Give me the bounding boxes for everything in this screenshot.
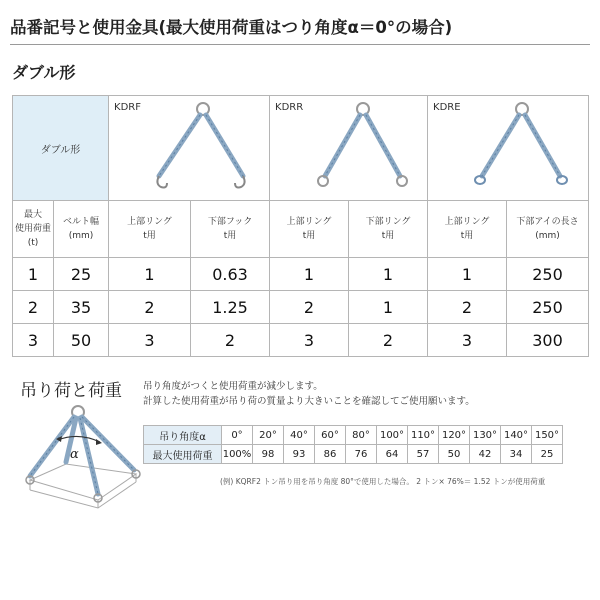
cell-load: 1 [13,258,54,291]
header-text: t用 [302,231,316,241]
load-value: 100% [222,445,253,464]
sling-angle-diagram-icon [8,402,143,510]
load-value: 25 [532,445,563,464]
cell-kdre-upper: 2 [428,291,507,324]
cell-kdrr-upper: 2 [270,291,349,324]
header-load [13,201,54,258]
angle-value: 130° [470,426,501,445]
double-sling-eye-diagram-icon [428,96,589,200]
angle-label: 吊り角度α [144,426,222,445]
load-label: 最大使用荷重 [144,445,222,464]
header-text: 使用荷重 [14,224,51,234]
load-row [144,445,563,464]
angle-load-table [143,425,563,464]
header-text: 下部リング [365,217,411,227]
product-cell-kdre [428,96,589,201]
header-belt-width [54,201,109,258]
table-row [13,291,589,324]
load-value: 57 [408,445,439,464]
header-kdre-eye-length [507,201,589,258]
product-cell-kdrf [109,96,270,201]
load-value: 86 [315,445,346,464]
load-value: 34 [501,445,532,464]
header-text: (mm) [68,231,94,241]
header-text: t用 [381,231,395,241]
angle-value: 20° [253,426,284,445]
cell-belt: 50 [54,324,109,357]
double-sling-ring-diagram-icon [270,96,428,200]
alpha-symbol: α [70,447,79,462]
row-label: ダブル形 [40,144,81,156]
angle-value: 80° [346,426,377,445]
load-value: 93 [284,445,315,464]
header-kdrf-lower-hook [191,201,270,258]
header-text: t用 [223,231,237,241]
cell-kdrr-lower: 1 [349,291,428,324]
cell-belt: 25 [54,258,109,291]
load-value: 50 [439,445,470,464]
double-sling-hook-diagram-icon [109,96,270,200]
load-value: 76 [346,445,377,464]
header-text: 下部アイの長さ [516,217,579,227]
cell-kdre-eye: 250 [507,291,589,324]
table-row [13,324,589,357]
note-line-1: 吊り角度がつくと使用荷重が減少します。 [143,381,323,392]
angle-value: 120° [439,426,470,445]
header-text: 最大 [23,210,42,220]
load-value: 42 [470,445,501,464]
cell-kdre-upper: 1 [428,258,507,291]
cell-kdrf-lower: 0.63 [191,258,270,291]
cell-kdrr-lower: 1 [349,258,428,291]
page-title: 品番記号と使用金具(最大使用荷重はつり角度α＝0°の場合) [10,18,453,37]
cell-kdrf-upper: 2 [109,291,191,324]
header-kdrr-lower-ring [349,201,428,258]
angle-value: 150° [532,426,563,445]
product-code: KDRF [114,102,141,113]
cell-kdre-eye: 250 [507,258,589,291]
cell-load: 3 [13,324,54,357]
angle-value: 110° [408,426,439,445]
note-line-2: 計算した使用荷重が吊り荷の質量より大きいことを確認してご使用願います。 [143,396,475,407]
cell-kdrr-upper: 1 [270,258,349,291]
cell-kdrr-lower: 2 [349,324,428,357]
row-label-cell [13,96,109,201]
header-text: 上部リング [286,217,332,227]
cell-kdrf-lower: 1.25 [191,291,270,324]
header-kdre-upper-ring [428,201,507,258]
header-text: ベルト幅 [63,217,100,227]
angle-value: 140° [501,426,532,445]
title-divider [10,44,590,45]
product-code: KDRR [275,102,304,113]
cell-kdrr-upper: 3 [270,324,349,357]
header-text: 上部リング [127,217,172,227]
section-subtitle: ダブル形 [12,63,76,82]
header-text: 上部リング [444,217,490,227]
header-text: t用 [460,231,474,241]
example-note: (例) KQRF2 トン吊り用を吊り角度 80°で使用した場合。 2 トン× 76%＝ 1.52 トンが使用荷重 [220,477,546,486]
load-value: 64 [377,445,408,464]
angle-value: 100° [377,426,408,445]
angle-row [144,426,563,445]
header-text: (mm) [535,231,560,241]
cell-belt: 35 [54,291,109,324]
spec-table [12,95,589,357]
header-text: t用 [143,231,156,241]
angle-value: 60° [315,426,346,445]
angle-value: 40° [284,426,315,445]
angle-value: 0° [222,426,253,445]
header-text: (t) [27,238,39,248]
cell-kdre-upper: 3 [428,324,507,357]
header-text: 下部フック [207,217,253,227]
load-section-heading: 吊り荷と荷重 [20,381,122,401]
cell-kdrf-upper: 3 [109,324,191,357]
load-value: 98 [253,445,284,464]
product-code: KDRE [433,102,461,113]
header-kdrr-upper-ring [270,201,349,258]
cell-kdre-eye: 300 [507,324,589,357]
cell-kdrf-lower: 2 [191,324,270,357]
cell-load: 2 [13,291,54,324]
product-cell-kdrr [270,96,428,201]
cell-kdrf-upper: 1 [109,258,191,291]
header-kdrf-upper-ring [109,201,191,258]
table-row [13,258,589,291]
